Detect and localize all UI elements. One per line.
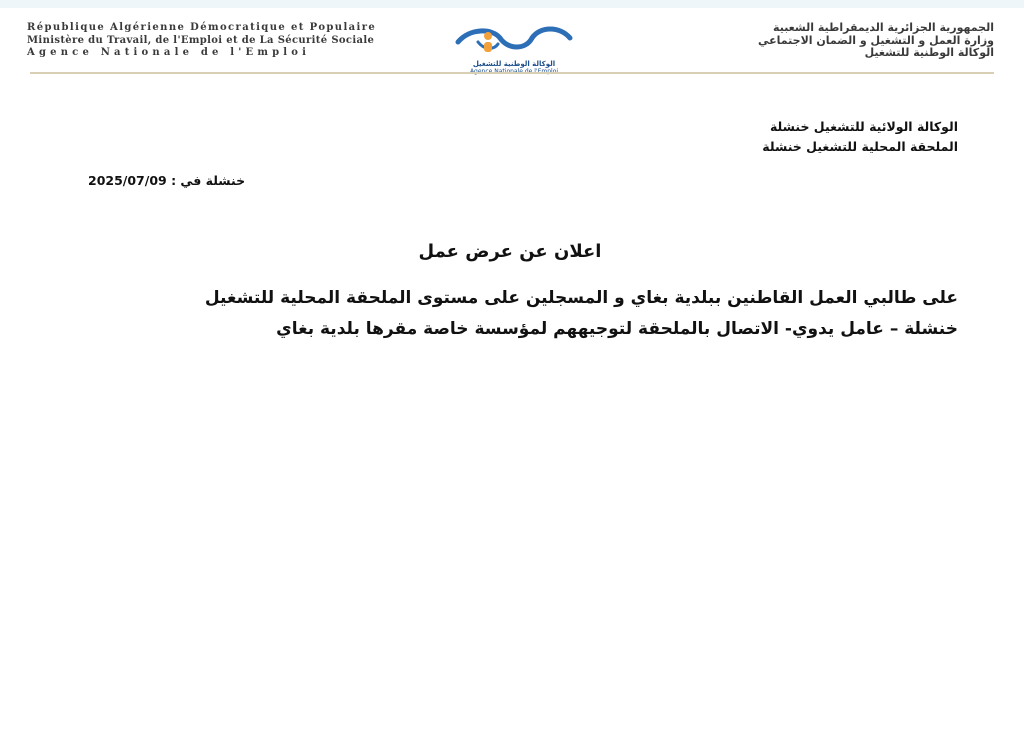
french-header-line-agency: Agence Nationale de l'Emploi [27,47,311,58]
french-header-line-ministry: Ministère du Travail, de l'Emploi et de La Sécurité Sociale [27,34,375,46]
anem-logo-icon [448,20,580,60]
header-divider [30,72,994,74]
arabic-header-line-ministry: وزارة العمل و التشغيل و الضمان الاجتماعي [758,33,994,47]
letterhead [0,8,1024,72]
agency-block [458,117,958,157]
date-value: 2025/07/09 [88,173,167,188]
french-header [27,22,427,60]
anem-logo [448,20,580,78]
announcement-title: اعلان عن عرض عمل [418,241,602,262]
date-label: خنشلة في : [171,173,246,188]
announcement-line-2: خنشلة – عامل يدوي- الاتصال بالملحقة لتوجيههم لمؤسسة خاصة مقرها بلدية بغاي [276,319,958,339]
announcement-body [58,283,958,345]
date-line [88,173,328,188]
arabic-header [564,22,994,60]
arabic-header-line-agency: الوكالة الوطنية للتشغيل [864,46,994,59]
agency-local-line: الملحقة المحلية للتشغيل خنشلة [762,139,958,154]
logo-arabic-caption: الوكالة الوطنية للتشغيل [472,60,556,68]
agency-wilaya-line: الوكالة الولائية للتشغيل خنشلة [769,119,958,134]
french-header-line-republic: République Algérienne Démocratique et Populaire [27,22,377,33]
top-strip [0,0,1024,8]
arabic-header-line-republic: الجمهورية الجزائرية الديمقراطية الشعبية [773,21,994,34]
announcement-line-1: على طالبي العمل القاطنين ببلدية بغاي و المسجلين على مستوى الملحقة المحلية للتشغيل [204,288,958,308]
